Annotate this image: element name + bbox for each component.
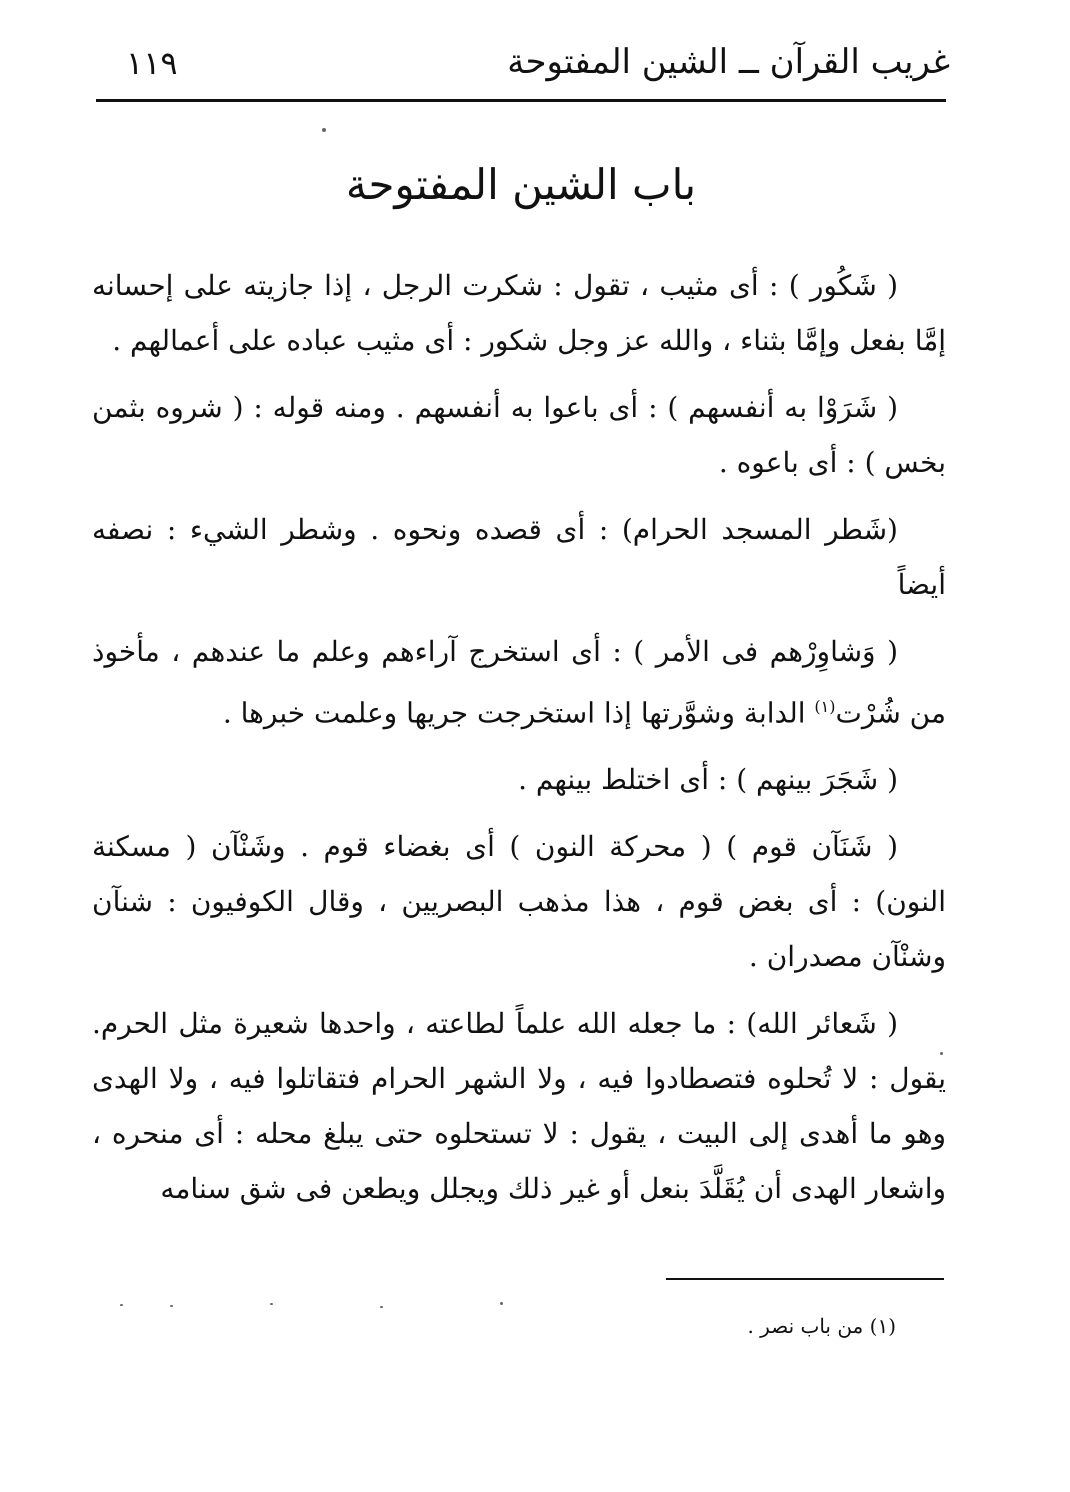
entry-shaair [92,996,946,1216]
entry-text: : أى باعوا به أنفسهم . ومنه قوله : ( شروه بثمن بخس ) : أى باعوه . [92,391,946,479]
scan-speck [322,128,326,132]
entry-text: : أى اختلط بينهم . [518,763,737,797]
scan-speck [170,1305,173,1307]
running-title: غريب القرآن ــ الشين المفتوحة [507,42,950,82]
entry-term: ( شَجَرَ بينهم ) [736,763,898,797]
chapter-title: باب الشين المفتوحة [345,160,697,209]
body-text [92,258,946,1228]
running-header [100,40,950,92]
scan-speck [500,1302,503,1305]
entry-shatr [92,502,946,612]
entry-shakur [92,258,946,368]
entry-term: ( شَعائر الله) [746,1007,898,1041]
scan-speck [270,1303,273,1305]
entry-sharaw [92,380,946,490]
header-rule [96,99,946,102]
entry-shawirhum [92,624,946,740]
entry-term: (شَطر المسجد الحرام) [621,513,898,546]
entry-term: ( وَشاوِرْهم فى الأمر ) [633,635,898,668]
entry-text-continued: الدابة وشوَّرتها إذا استخرجت جريها وعلمت خبرها . [222,696,815,730]
page-number: ١١٩ [126,44,178,82]
entry-text: : أى مثيب ، تقول : شكرت الرجل ، إذا جازيته على إحسانه إمَّا بفعل وإمَّا بثناء ، والله عز وجل شكور : أى مثيب عباده على أعمالهم . [92,269,946,357]
entry-term: ( شَرَوْا به أنفسهم ) [667,391,898,424]
footnote: (١) من باب نصر . [747,1314,896,1338]
entry-text: ( محركة النون ) أى بغضاء قوم . وشَنْآن ( مسكنة النون) : أى بغض قوم ، هذا مذهب البصريين ، وقال الكوفيون : شنآن وشنْآن مصدران . [92,830,946,974]
entry-shanaan [92,819,946,984]
scan-speck [940,1052,943,1055]
entry-term: ( شَكُور ) [788,269,898,302]
scan-speck [380,1306,383,1308]
entry-term: ( شَنَآن قوم ) [726,830,898,864]
entry-text: : ما جعله الله علماً لطاعته ، واحدها شعيرة مثل الحرم. يقول : لا تُحلوه فتصطادوا فيه ، ولا الشهر الحرام فتقاتلوا فيه ، ولا الهدى وهو ما أهدى إلى البيت ، يقول : لا تستحلوه حتى يبلغ محله : أى منحره ، واشعار الهدى أن يُقَلَّدَ بنعل أو غير ذلك ويجلل ويطعن فى شق سنامه [92,1007,946,1206]
footnote-rule [666,1278,944,1280]
entry-shajara [92,752,946,807]
scan-speck-row [110,1300,550,1310]
entry-text: : أى قصده ونحوه . وشطر الشيء : نصفه أيضاً [92,513,946,601]
entry-text: : أى استخرج آراءهم وعلم ما عندهم ، مأخوذ من شُرْت [92,635,946,730]
scan-speck [120,1304,123,1306]
footnote-mark: (١) [814,697,836,716]
